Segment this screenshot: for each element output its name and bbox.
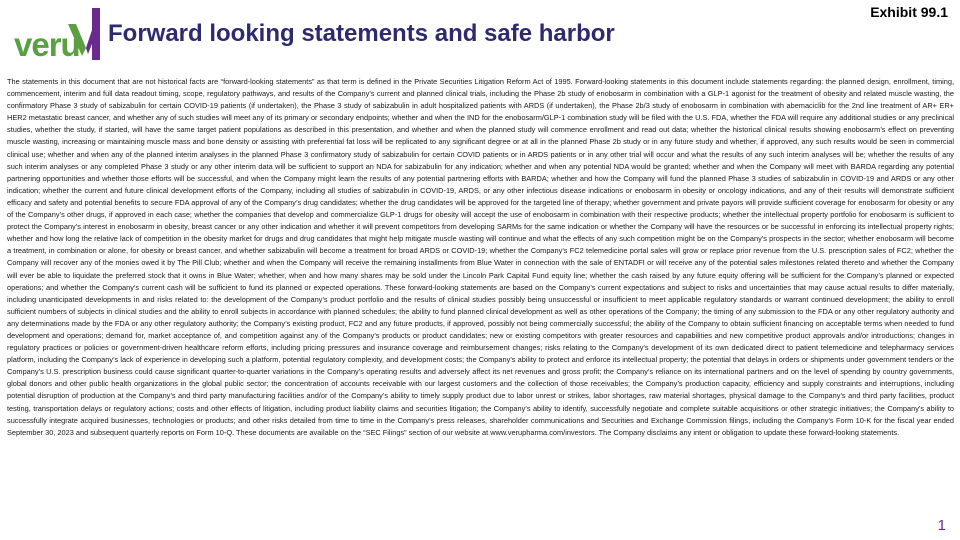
page-title: Forward looking statements and safe harbor [108,20,615,47]
page-number: 1 [937,517,946,534]
veru-logo [14,6,106,66]
disclaimer-paragraph: The statements in this document that are not historical facts are “forward-looking statements” as that term is defined in the Private Securities Litigation Reform Act of 1995. Forward-looking statements in this document include statements regarding: the planned design, enrollment, timing, commencement, interim and full data readout timing, scope, regulatory pathways, and results of the Company’s current and planned clinical trials, including the Phase 2b study of enobosarm in combination with a GLP-1 agonist for the treatment of obesity and related muscle wasting, the confirmatory Phase 3 study of sabizabulin for certain COVID-19 patients (if undertaken), the Phase 3 study of sabizabulin in adult hospitalized patients with ARDS (if undertaken), the Phase 2b/3 study of enobosarm in combination with abemaciclib for the 2nd line treatment of AR+ ER+ HER2 metastatic breast cancer, and whether any of such studies will meet any of its primary or secondary endpoints; whether and when the IND for the enobosarm/GLP-1 combination study will be filed with the U.S. FDA, whether the FDA will require any additional studies or any preclinical studies, whether the study, if started, will have the same target patient populations as described in this presentation, and whether and when the planned study will commence enrollment and read out data; whether the historical clinical results showing enobosarm’s effect on preventing muscle wasting, increasing or maintaining muscle mass and bone density or assisting with preferential fat loss will be replicated to any significant degree or at all in the planned Phase 2b study or in any future study and whether, if approved, any such results would be seen in commercial clinical use; whether and when any of the planned interim analyses in the planned Phase 3 confirmatory study of sabizabulin for certain COVID patients or in ARDS patients or in any other trial will occur and what the results of any such interim analyses will be; whether the results of any such interim analyses or any completed Phase 3 study or any other interim data will be sufficient to support an NDA for sabizabulin for any indication; whether and when any potential NDA would be granted; whether and when the Company will meet with BARDA regarding any potential partnering opportunities and whether those efforts will be successful, and when the Company might learn the results of any potential partnering efforts with BARDA; whether and how the Company will fund the planned Phase 3 studies of sabizabulin in COVID-19 and ARDS or any other indication; whether the current and future clinical development efforts of the Company, including all studies of sabizabulin in COVID-19, ARDS, or any other infectious disease indications or enobosarm in obesity or oncology indications, and any of their results will demonstrate sufficient efficacy and safety and potential benefits to secure FDA approval of any of the Company’s drug candidates; whether the drug candidates will be approved for the targeted line of therapy; whether government and private payors will provide sufficient coverage for enobosarm for obesity or any of the Company’s other drugs, if approved in each case; whether the companies that develop and commercialize GLP-1 drugs for obesity will accept the use of enobosarm in combination with their respective products; whether the intellectual property portfolio for enobosarm is sufficient to protect the Company’s interest in enobosarm in obesity, breast cancer or any other indication and whether it will prevent competitors from developing SARMs for the same indication or whether the Company will have the resources or be successful in enforcing its intellectual property rights; whether and how long the relative lack of competition in the obesity market for drugs and drug candidates that might help mitigate muscle wasting will continue and what the effects of any such competition might be on the Company’s prospects in the sector; whether enobosarm will become a treatment, in combination or alone, for obesity or breast cancer, and whether sabizabulin will become a treatment for broad ARDS or COVID-19; whether the Company’s FC2 telemedicine portal sales will grow or replace prior revenue from the U.S. prescription sales of FC2; whether the Company will recover any of the monies owed it by The Pill Club; whether and when the Company will receive the remaining installments from Blue Water in connection with the sale of ENTADFI or will receive any of the potential sales milestones related thereto and whether the Company will ever be able to liquidate the preferred stock that it owns in Blue Water; whether, when and how many shares may be sold under the Lincoln Park Capital Fund equity line; whether the cash raised by any future equity offering will be sufficient for the Company’s planned or expected operations; and whether the Company’s current cash will be sufficient to fund its planned or expected operations. These forward-looking statements are based on the Company’s current expectations and subject to risks and uncertainties that may cause actual results to differ materially, including unanticipated developments in and risks related to: the development of the Company’s product portfolio and the results of clinical studies possibly being unsuccessful or insufficient to meet applicable regulatory standards or warrant continued development; the ability to enroll sufficient numbers of subjects in clinical studies and the ability to enroll subjects in accordance with planned schedules; the ability to fund planned clinical development as well as other operations of the Company; the timing of any submission to the FDA or any other regulatory authority and any determinations made by the FDA or any other regulatory authority; the Company’s existing product, FC2 and any future products, if approved, possibly not being commercially successful; the ability of the Company to obtain sufficient financing on acceptable terms when needed to fund development and operations; demand for, market acceptance of, and competition against any of the Company’s products or product candidates; new or existing competitors with greater resources and capabilities and new competitive product approvals and/or introductions; changes in regulatory practices or policies or government-driven healthcare reform efforts, including pricing pressures and insurance coverage and reimbursement changes; risks relating to the Company’s development of its own dedicated direct to patient telemedicine and telepharmacy services platform, including the Company’s lack of experience in developing such a platform, potential regulatory complexity, and development costs; the Company’s ability to protect and enforce its intellectual property; the potential that delays in orders or shipments under government tenders or the Company’s U.S. prescription business could cause significant quarter-to-quarter variations in the Company’s operating results and adversely affect its net revenues and gross profit; the Company’s reliance on its international partners and on the level of spending by country governments, global donors and other public health organizations in the global public sector; the concentration of accounts receivable with our largest customers and the collection of those receivables; the Company’s production capacity, efficiency and supply constraints and interruptions, including potential disruption of production at the Company’s and third party manufacturing facilities and/or of the Company’s ability to timely supply product due to labor unrest or strikes, labor shortages, raw material shortages, physical damage to the Company’s and third party facilities, product testing, transportation delays or regulatory actions; costs and other effects of litigation, including product liability claims and securities litigation; the Company’s ability to identify, successfully negotiate and complete suitable acquisitions or other strategic initiatives; the Company’s ability to successfully integrate acquired businesses, technologies or products; and other risks detailed from time to time in the Company’s press releases, shareholder communications and Securities and Exchange Commission filings, including the Company’s Form 10-K for the fiscal year ended September 30, 2023 and subsequent quarterly reports on Form 10-Q. These documents are available on the “SEC Filings” section of our website at www.verupharma.com/investors. The Company disclaims any intent or obligation to update these forward-looking statements. [7,77,954,437]
exhibit-label: Exhibit 99.1 [870,4,948,20]
logo-wordmark: veru [14,26,80,63]
